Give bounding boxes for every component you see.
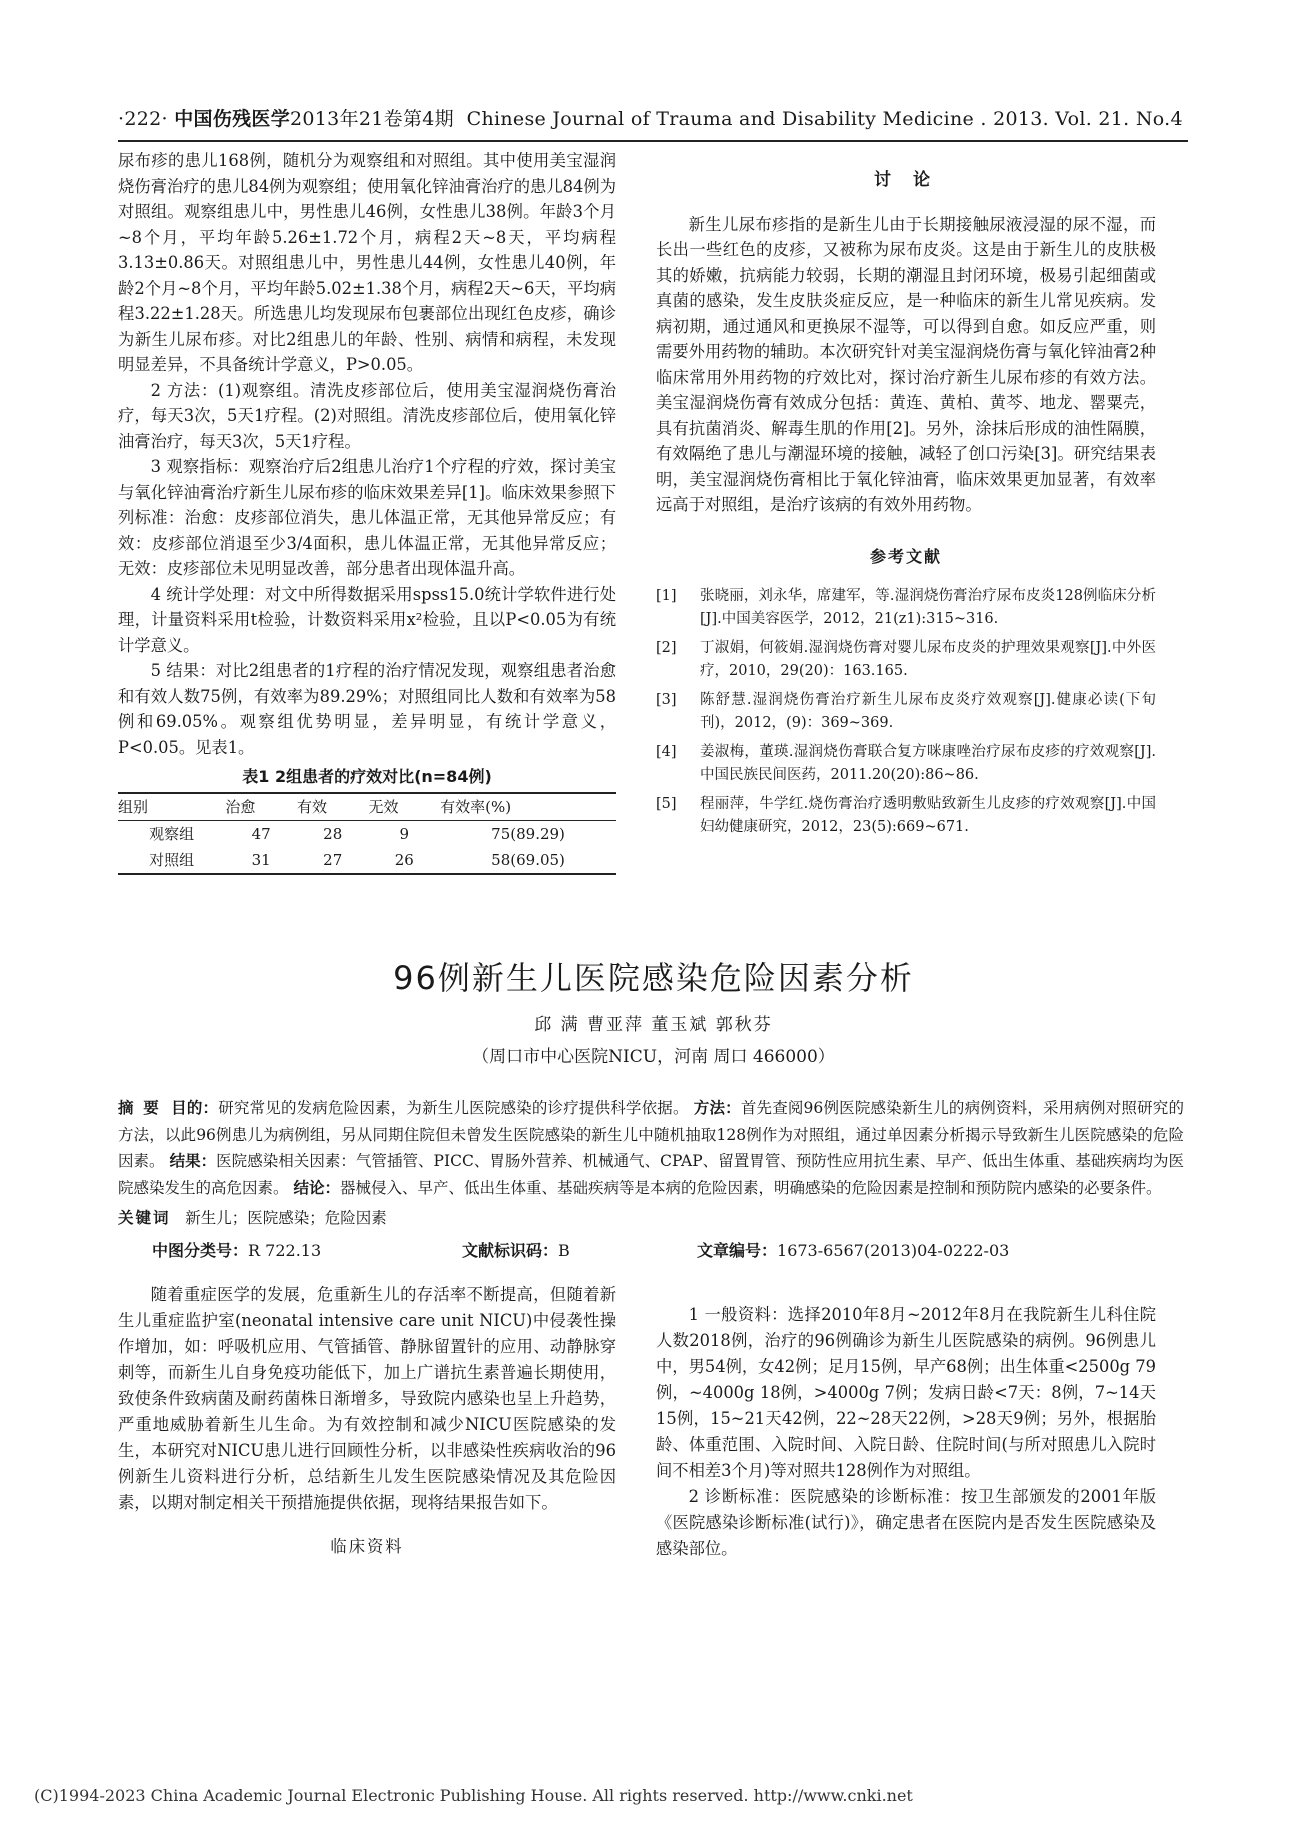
paragraph: 2 诊断标准：医院感染的诊断标准：按卫生部颁发的2001年版《医院感染诊断标准(试行)》，确定患者在医院内是否发生医院感染及感染部位。 bbox=[656, 1487, 1156, 1558]
abstract-objective-label: 目的： bbox=[171, 1098, 219, 1117]
reference-item bbox=[656, 585, 1156, 631]
doc-code-value: B bbox=[558, 1241, 570, 1260]
paragraph: 2 方法：(1)观察组。清洗皮疹部位后，使用美宝湿润烧伤膏治疗，每天3次，5天1疗程。(2)对照组。清洗皮疹部位后，使用氧化锌油膏治疗，每天3次，5天1疗程。 bbox=[118, 380, 616, 451]
reference-text: 陈舒慧.湿润烧伤膏治疗新生儿尿布皮炎疗效观察[J].健康必读(下旬刊)，2012，(9)：369~369. bbox=[700, 692, 1156, 731]
table-row bbox=[118, 847, 616, 874]
abstract-methods-label: 方法： bbox=[693, 1098, 741, 1117]
results-table bbox=[118, 792, 616, 875]
table-cell: 26 bbox=[369, 847, 441, 874]
doc-code-field bbox=[462, 1238, 570, 1261]
reference-number: [2] bbox=[656, 640, 677, 656]
prev-article-right-column bbox=[656, 148, 1156, 845]
reference-item bbox=[656, 793, 1156, 839]
article-authors: 邱 满 曹亚萍 董玉斌 郭秋芬 bbox=[534, 1015, 773, 1035]
reference-item bbox=[656, 741, 1156, 787]
reference-text: 张晓丽，刘永华，席建军，等.湿润烧伤膏治疗尿布皮炎128例临床分析[J].中国美容医学，2012，21(z1):315~316. bbox=[700, 588, 1156, 627]
header-rule bbox=[118, 140, 1188, 142]
abstract-methods: 首先查阅96例医院感染新生儿的病例资料，采用病例对照研究的方法，以此96例患儿为病例组，另从同期住院但未曾发生医院感染的新生儿中随机抽取128例作为对照组，通过单因素分析揭示导致新生儿医院感染的危险因素。 bbox=[118, 1099, 1184, 1170]
clc-label: 中图分类号： bbox=[152, 1241, 249, 1260]
abstract-objective: 研究常见的发病危险因素，为新生儿医院感染的诊疗提供科学依据。 bbox=[218, 1099, 689, 1117]
clc-field bbox=[152, 1238, 321, 1261]
table-cell: 58(69.05) bbox=[440, 847, 616, 874]
journal-issue-cn: 2013年21卷第4期 bbox=[290, 108, 454, 130]
article-affiliation: （周口市中心医院NICU，河南 周口 466000） bbox=[472, 1047, 835, 1067]
table-cell: 9 bbox=[399, 824, 410, 843]
keywords-label: 关键词 bbox=[118, 1208, 171, 1227]
reference-item bbox=[656, 689, 1156, 735]
table-cell: 31 bbox=[225, 847, 297, 874]
references-heading: 参考文献 bbox=[869, 546, 942, 566]
page-number: ·222· bbox=[118, 108, 168, 130]
table-header-cell: 有效 bbox=[297, 793, 369, 821]
paragraph: 5 结果：对比2组患者的1疗程的治疗情况发现，观察组患者治愈和有效人数75例，有效率为89.29%；对照组同比人数和有效率为58例和69.05%。观察组优势明显，差异明显，有统计学意义，P<0.05。见表1。 bbox=[118, 661, 616, 757]
reference-text: 姜淑梅，董瑛.湿润烧伤膏联合复方咪康唑治疗尿布皮疹的疗效观察[J].中国民族民间医药，2011.20(20):86~86. bbox=[700, 744, 1156, 783]
table-cell: 观察组 bbox=[149, 824, 195, 843]
reference-number: [5] bbox=[656, 796, 677, 812]
reference-text: 程丽萍，牛学红.烧伤膏治疗透明敷贴致新生儿皮疹的疗效观察[J].中国妇幼健康研究，2012，23(5):669~671. bbox=[700, 796, 1156, 835]
copyright-footer: (C)1994-2023 China Academic Journal Electronic Publishing House. All rights reserved. http://www.cnki.net bbox=[34, 1786, 913, 1805]
table-header-row bbox=[118, 793, 616, 821]
table-row bbox=[118, 820, 616, 847]
keywords-line bbox=[118, 1205, 1184, 1232]
reference-item bbox=[656, 637, 1156, 683]
intro-paragraph: 随着重症医学的发展，危重新生儿的存活率不断提高，但随着新生儿重症监护室(neonatal intensive care unit NICU)中侵袭性操作增加，如：呼吸机应用、气管插管、静脉留置针的应用、动静脉穿刺等，而新生儿自身免疫功能低下，加上广谱抗生素普遍长期使用，致使条件致病菌及耐药菌株日渐增多，导致院内感染也呈上升趋势，严重地威胁着新生儿生命。为有效控制和减少NICU医院感染的发生，本研究对NICU患儿进行回顾性分析，以非感染性疾病收治的96例新生儿资料进行分析，总结新生儿发生医院感染情况及其危险因素，以期对制定相关干预措施提供依据，现将结果报告如下。 bbox=[118, 1285, 616, 1512]
table-cell: 75(89.29) bbox=[491, 824, 565, 843]
table-header-cell: 有效率(%) bbox=[440, 793, 616, 821]
abstract-results: 医院感染相关因素：气管插管、PICC、胃肠外营养、机械通气、CPAP、留置胃管、预防性应用抗生素、早产、低出生体重、基础疾病均为医院感染发生的高危因素。 bbox=[118, 1152, 1184, 1197]
prev-article-left-column bbox=[118, 148, 616, 875]
article-right-column bbox=[656, 1302, 1156, 1562]
discussion-heading: 讨 论 bbox=[874, 170, 938, 190]
article-no-value: 1673-6567(2013)04-0222-03 bbox=[777, 1241, 1010, 1260]
reference-text: 丁淑娟，何筱娟.湿润烧伤膏对婴儿尿布皮炎的护理效果观察[J].中外医疗，2010，29(20)：163.165. bbox=[700, 640, 1156, 679]
table-cell: 47 bbox=[251, 824, 271, 843]
table-header-cell: 无效 bbox=[369, 793, 441, 821]
table-cell: 对照组 bbox=[118, 847, 225, 874]
abstract-conclusion: 器械侵入、早产、低出生体重、基础疾病等是本病的危险因素，明确感染的危险因素是控制和预防院内感染的必要条件。 bbox=[339, 1178, 1162, 1197]
paragraph: 尿布疹的患儿168例，随机分为观察组和对照组。其中使用美宝湿润烧伤膏治疗的患儿84例为观察组；使用氧化锌油膏治疗的患儿84例为对照组。观察组患儿中，男性患儿46例，女性患儿38例。年龄3个月~8个月，平均年龄5.26±1.72个月，病程2天~8天，平均病程3.13±0.86天。对照组患儿中，男性患儿44例，女性患儿40例，年龄2个月~8个月，平均年龄5.02±1.38个月，病程2天~6天，平均病程3.22±1.28天。所选患儿均发现尿布包裹部位出现红色皮疹，确诊为新生儿尿布疹。对比2组患儿的年龄、性别、病情和病程，未发现明显差异，不具备统计学意义，P>0.05。 bbox=[118, 151, 616, 374]
abstract-text bbox=[118, 1095, 1184, 1201]
abstract-block bbox=[118, 1095, 1184, 1232]
article-no-field bbox=[697, 1238, 1009, 1261]
journal-name-cn: 中国伤残医学 bbox=[174, 108, 291, 130]
article-no-label: 文章编号： bbox=[697, 1241, 778, 1260]
abstract-conclusion-label: 结论： bbox=[293, 1177, 340, 1197]
journal-name-en: Chinese Journal of Trauma and Disability Medicine . 2013. Vol. 21. No.4 bbox=[466, 108, 1183, 130]
article-left-column bbox=[118, 1282, 616, 1560]
paragraph: 1 一般资料：选择2010年8月~2012年8月在我院新生儿科住院人数2018例，治疗的96例确诊为新生儿医院感染的病例。96例患儿中，男54例，女42例；足月15例，早产68例；出生体重<2500g 79例，~4000g 18例，>4000g 7例；发病日龄<7天：8例，7~14天15例，15~21天42例，22~28天22例，>28天9例；另外，根据胎龄、体重范围、入院时间、入院日龄、住院时间(与所对照患儿入院时间不相差3个月)等对照共128例作为对照组。 bbox=[656, 1305, 1156, 1480]
discussion-paragraph: 新生儿尿布疹指的是新生儿由于长期接触尿液浸湿的尿不湿，而长出一些红色的皮疹，又被称为尿布皮炎。这是由于新生儿的皮肤极其的娇嫩，抗病能力较弱，长期的潮湿且封闭环境，极易引起细菌或真菌的感染，发生皮肤炎症反应，是一种临床的新生儿常见疾病。发病初期，通过通风和更换尿不湿等，可以得到自愈。如反应严重，则需要外用药物的辅助。本次研究针对美宝湿润烧伤膏与氧化锌油膏2种临床常用外用药物的疗效比对，探讨治疗新生儿尿布疹的有效方法。美宝湿润烧伤膏有效成分包括：黄连、黄柏、黄芩、地龙、罂粟壳，具有抗菌消炎、解毒生肌的作用[2]。另外，涂抹后形成的油性隔膜，有效隔绝了患儿与潮湿环境的接触，减轻了创口污染[3]。研究结果表明，美宝湿润烧伤膏相比于氧化锌油膏，临床效果更加显著，有效率远高于对照组，是治疗该病的有效外用药物。 bbox=[656, 214, 1156, 514]
running-header bbox=[118, 104, 1188, 131]
reference-number: [3] bbox=[656, 692, 677, 708]
table-cell: 27 bbox=[297, 847, 369, 874]
clc-value: R 722.13 bbox=[248, 1241, 322, 1260]
table-cell: 28 bbox=[323, 824, 343, 843]
keywords-value: 新生儿；医院感染；危险因素 bbox=[185, 1209, 387, 1227]
abstract-results-label: 结果： bbox=[169, 1151, 217, 1170]
reference-number: [4] bbox=[656, 744, 677, 760]
paragraph: 3 观察指标：观察治疗后2组患儿治疗1个疗程的疗效，探讨美宝与氧化锌油膏治疗新生儿尿布疹的临床效果差异[1]。临床效果参照下列标准：治愈：皮疹部位消失，患儿体温正常，无其他异常反应；有效：皮疹部位消退至少3/4面积，患儿体温正常，无其他异常反应；无效：皮疹部位未见明显改善，部分患者出现体温升高。 bbox=[118, 457, 616, 578]
abstract-label: 摘 要 bbox=[118, 1098, 161, 1117]
article-title: 96例新生儿医院感染危险因素分析 bbox=[393, 959, 914, 997]
section-heading: 临床资料 bbox=[330, 1537, 404, 1556]
table-header-cell: 组别 bbox=[118, 793, 225, 821]
table-caption: 表1 2组患者的疗效对比(n=84例) bbox=[242, 767, 492, 786]
paragraph: 4 统计学处理：对文中所得数据采用spss15.0统计学软件进行处理，计量资料采用t检验，计数资料采用x²检验，且以P<0.05为有统计学意义。 bbox=[118, 584, 616, 655]
reference-number: [1] bbox=[656, 588, 677, 604]
doc-code-label: 文献标识码： bbox=[462, 1241, 559, 1260]
table-header-cell: 治愈 bbox=[225, 793, 297, 821]
